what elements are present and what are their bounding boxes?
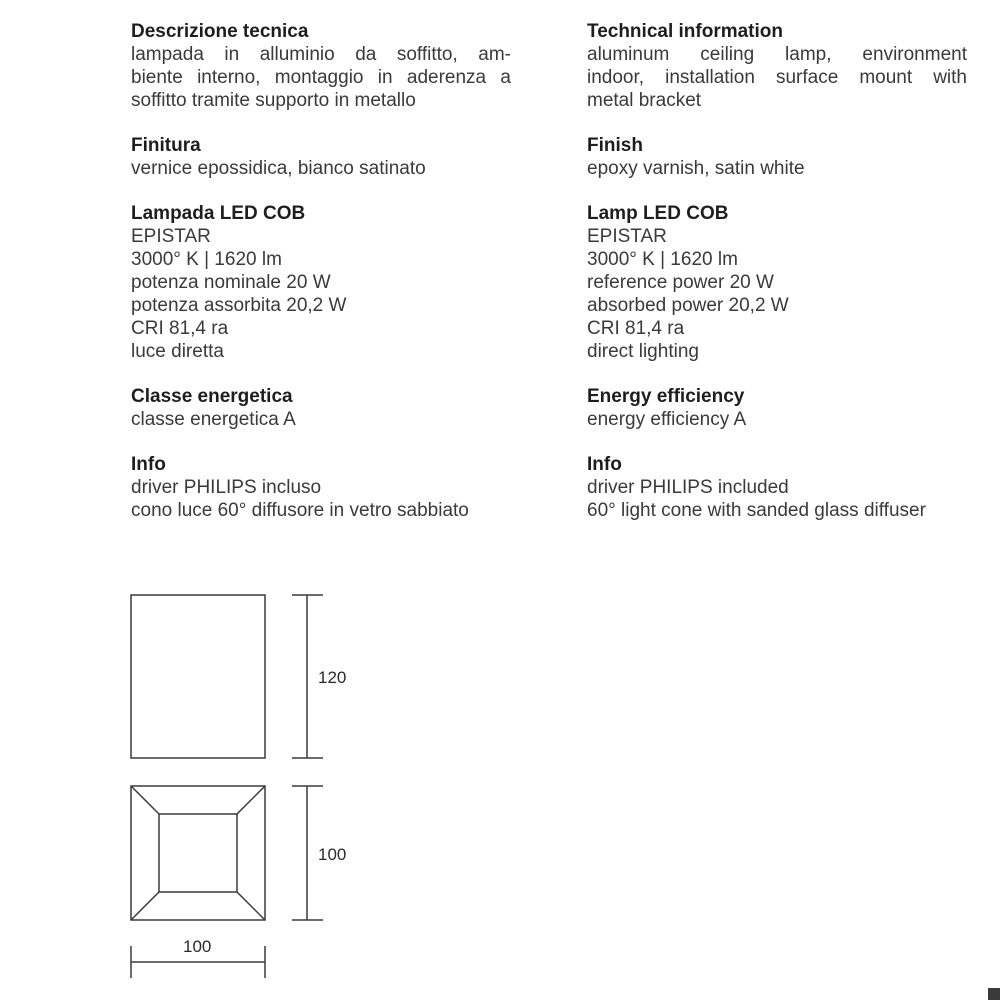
corner-mark [988,988,1000,1000]
section-line: aluminum ceiling lamp, environment [587,44,967,65]
section-line: vernice epossidica, bianco satinato [131,158,426,179]
section-line: soffitto tramite supporto in metallo [131,90,416,111]
section-line: driver PHILIPS included [587,477,789,498]
section-line: reference power 20 W [587,272,774,293]
section-heading: Energy efficiency [587,386,745,407]
width-dimension-label: 100 [183,937,212,956]
top-view-inner-square [159,814,237,892]
section-line: biente interno, montaggio in aderenza a [131,67,511,88]
section-line: lampada in alluminio da soffitto, am- [131,44,511,65]
height-dimension-label: 120 [318,668,347,687]
section-line: 3000° K | 1620 lm [587,249,738,270]
section-line: indoor, installation surface mount with [587,67,967,88]
section-line: direct lighting [587,341,699,362]
section-line: CRI 81,4 ra [131,318,229,339]
section-line: CRI 81,4 ra [587,318,685,339]
section-line: classe energetica A [131,409,296,430]
section-line: cono luce 60° diffusore in vetro sabbiato [131,500,469,521]
section-line: 3000° K | 1620 lm [131,249,282,270]
section-heading: Info [131,454,166,475]
section-line: EPISTAR [587,226,667,247]
section-heading: Finitura [131,135,201,156]
section-heading: Descrizione tecnica [131,21,309,42]
section-line: absorbed power 20,2 W [587,295,789,316]
depth-dimension-label: 100 [318,845,347,864]
section-heading: Technical information [587,21,784,42]
section-heading: Finish [587,135,643,156]
section-line: energy efficiency A [587,409,747,430]
side-view-outline [131,595,265,758]
section-line: EPISTAR [131,226,211,247]
section-line: 60° light cone with sanded glass diffuser [587,500,926,521]
section-heading: Classe energetica [131,386,293,407]
section-line: epoxy varnish, satin white [587,158,805,179]
top-view-bevel-lines [131,786,265,920]
section-heading: Lamp LED COB [587,203,729,224]
section-line: metal bracket [587,90,702,111]
section-line: driver PHILIPS incluso [131,477,322,498]
section-line: luce diretta [131,341,224,362]
section-line: potenza assorbita 20,2 W [131,295,347,316]
section-heading: Info [587,454,622,475]
section-heading: Lampada LED COB [131,203,306,224]
section-line: potenza nominale 20 W [131,272,331,293]
